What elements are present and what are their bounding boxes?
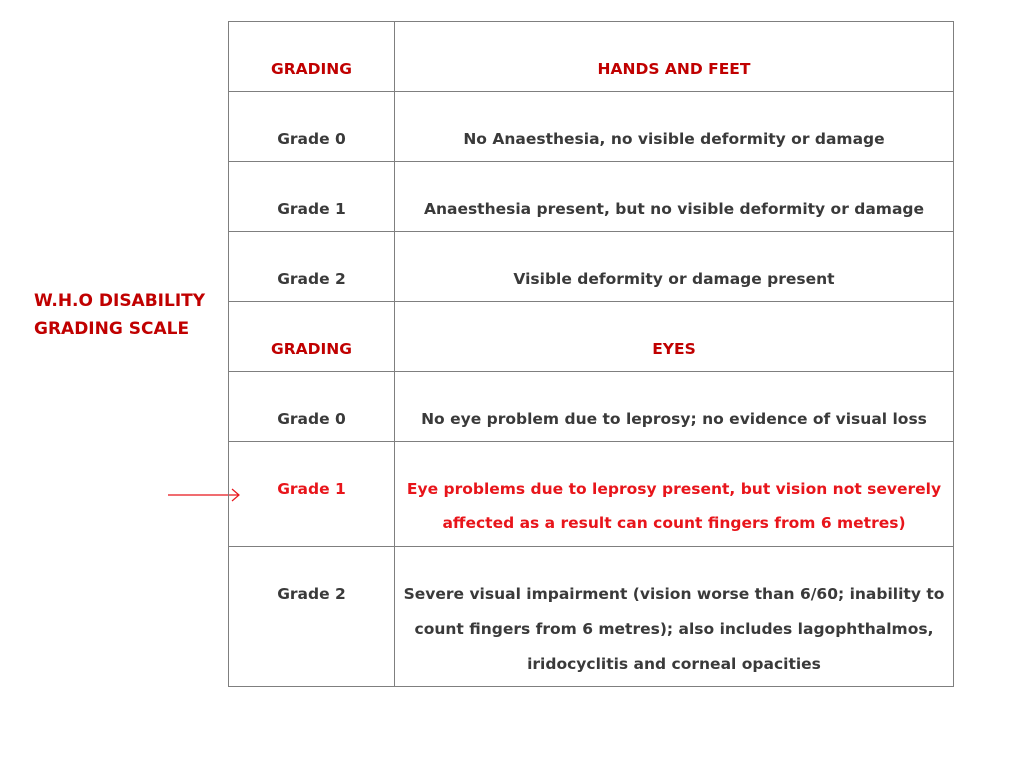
description-cell: No Anaesthesia, no visible deformity or damage <box>395 92 954 162</box>
table-row <box>229 92 954 162</box>
grade-cell-highlighted: Grade 1 <box>229 442 395 547</box>
description-cell-highlighted: Eye problems due to leprosy present, but vision not severely affected as a result can count fingers from 6 metres) <box>395 442 954 547</box>
table-row-eyes-header <box>229 302 954 372</box>
grade-cell: Grade 2 <box>229 547 395 687</box>
grade-cell: Grade 2 <box>229 232 395 302</box>
table-row <box>229 162 954 232</box>
header-grading-eyes: GRADING <box>229 302 395 372</box>
description-cell: No eye problem due to leprosy; no evidence of visual loss <box>395 372 954 442</box>
header-hands-and-feet: HANDS AND FEET <box>395 22 954 92</box>
description-cell: Anaesthesia present, but no visible deformity or damage <box>395 162 954 232</box>
table-row <box>229 547 954 687</box>
grade-cell: Grade 1 <box>229 162 395 232</box>
grade-cell: Grade 0 <box>229 372 395 442</box>
header-grading-hands-feet: GRADING <box>229 22 395 92</box>
table-row <box>229 232 954 302</box>
header-eyes: EYES <box>395 302 954 372</box>
scale-title-line-2: GRADING SCALE <box>34 319 190 339</box>
scale-title-line-1: W.H.O DISABILITY <box>34 291 206 311</box>
description-cell: Visible deformity or damage present <box>395 232 954 302</box>
table-row-highlighted <box>229 442 954 547</box>
description-cell: Severe visual impairment (vision worse than 6/60; inability to count fingers from 6 metres); also includes lagophthalmos, iridocyclitis and corneal opacities <box>395 547 954 687</box>
disability-grading-table <box>228 21 954 687</box>
scale-title <box>34 287 224 343</box>
table-row <box>229 372 954 442</box>
table-row-hands-feet-header <box>229 22 954 92</box>
grade-cell: Grade 0 <box>229 92 395 162</box>
